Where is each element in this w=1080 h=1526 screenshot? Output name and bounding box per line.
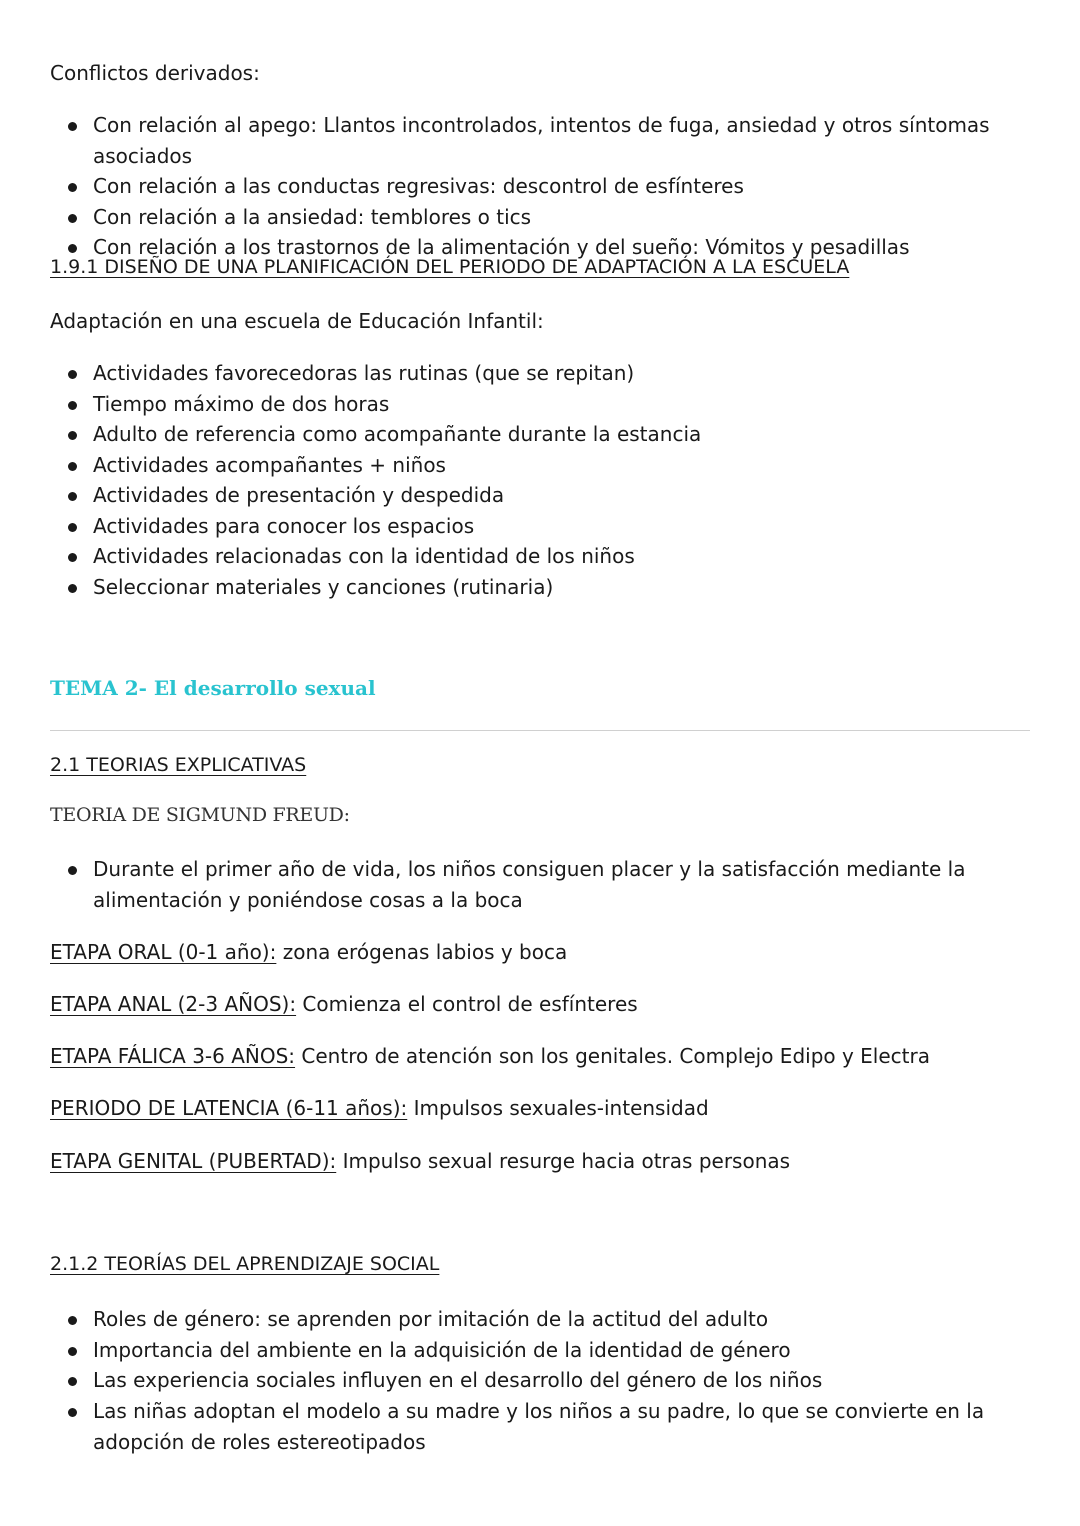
bullet-icon bbox=[68, 584, 77, 593]
list-item: Con relación a las conductas regresivas: descontrol de esfínteres bbox=[50, 171, 1040, 202]
freud-title: TEORIA DE SIGMUND FREUD: bbox=[50, 804, 350, 826]
stage-falica: ETAPA FÁLICA 3-6 AÑOS: Centro de atención son los genitales. Complejo Edipo y Electra bbox=[50, 1044, 930, 1068]
social-learning-list bbox=[50, 1304, 1035, 1458]
list-item: Seleccionar materiales y canciones (rutinaria) bbox=[50, 572, 1040, 603]
freud-list bbox=[50, 854, 1035, 916]
bullet-icon bbox=[68, 1377, 77, 1386]
stage-oral: ETAPA ORAL (0-1 año): zona erógenas labios y boca bbox=[50, 940, 568, 964]
list-item: Actividades favorecedoras las rutinas (que se repitan) bbox=[50, 358, 1040, 389]
stage-latencia: PERIODO DE LATENCIA (6-11 años): Impulsos sexuales-intensidad bbox=[50, 1096, 709, 1120]
list-item: Las niñas adoptan el modelo a su madre y los niños a su padre, lo que se convierte en la adopción de roles estereotipados bbox=[50, 1396, 1035, 1458]
bullet-icon bbox=[68, 1316, 77, 1325]
list-item: Durante el primer año de vida, los niños consiguen placer y la satisfacción mediante la alimentación y poniéndose cosas a la boca bbox=[50, 854, 1035, 916]
bullet-icon bbox=[68, 1408, 77, 1417]
bullet-icon bbox=[68, 1347, 77, 1356]
bullet-icon bbox=[68, 492, 77, 501]
bullet-icon bbox=[68, 183, 77, 192]
stage-genital: ETAPA GENITAL (PUBERTAD): Impulso sexual resurge hacia otras personas bbox=[50, 1149, 791, 1173]
section-divider bbox=[50, 730, 1030, 731]
conflicts-title: Conflictos derivados: bbox=[50, 61, 260, 85]
tema2-title: TEMA 2- El desarrollo sexual bbox=[50, 676, 376, 700]
bullet-icon bbox=[68, 244, 77, 253]
social-learning-heading: 2.1.2 TEORÍAS DEL APRENDIZAJE SOCIAL bbox=[50, 1253, 440, 1275]
planning-heading: 1.9.1 DISEÑO DE UNA PLANIFICACIÓN DEL PERIODO DE ADAPTACIÓN A LA ESCUELA bbox=[50, 256, 850, 278]
list-item: Actividades acompañantes + niños bbox=[50, 450, 1040, 481]
list-item: Las experiencia sociales influyen en el desarrollo del género de los niños bbox=[50, 1365, 1035, 1396]
list-item: Roles de género: se aprenden por imitación de la actitud del adulto bbox=[50, 1304, 1035, 1335]
list-item: Con relación al apego: Llantos incontrolados, intentos de fuga, ansiedad y otros síntomas asociados bbox=[50, 110, 1040, 171]
list-item: Importancia del ambiente en la adquisición de la identidad de género bbox=[50, 1335, 1035, 1366]
bullet-icon bbox=[68, 866, 77, 875]
bullet-icon bbox=[68, 462, 77, 471]
bullet-icon bbox=[68, 523, 77, 532]
bullet-icon bbox=[68, 370, 77, 379]
list-item: Actividades para conocer los espacios bbox=[50, 511, 1040, 542]
list-item: Con relación a la ansiedad: temblores o tics bbox=[50, 202, 1040, 233]
stage-anal: ETAPA ANAL (2-3 AÑOS): Comienza el control de esfínteres bbox=[50, 992, 638, 1016]
list-item: Actividades de presentación y despedida bbox=[50, 480, 1040, 511]
theories-heading: 2.1 TEORIAS EXPLICATIVAS bbox=[50, 754, 307, 776]
list-item: Con relación a los trastornos de la alimentación y del sueño: Vómitos y pesadillas bbox=[50, 232, 1040, 263]
bullet-icon bbox=[68, 122, 77, 131]
bullet-icon bbox=[68, 431, 77, 440]
list-item: Tiempo máximo de dos horas bbox=[50, 389, 1040, 420]
planning-intro: Adaptación en una escuela de Educación Infantil: bbox=[50, 309, 544, 333]
bullet-icon bbox=[68, 214, 77, 223]
bullet-icon bbox=[68, 401, 77, 410]
list-item: Adulto de referencia como acompañante durante la estancia bbox=[50, 419, 1040, 450]
planning-list bbox=[50, 358, 1040, 602]
bullet-icon bbox=[68, 553, 77, 562]
conflicts-list bbox=[50, 110, 1040, 263]
list-item: Actividades relacionadas con la identidad de los niños bbox=[50, 541, 1040, 572]
